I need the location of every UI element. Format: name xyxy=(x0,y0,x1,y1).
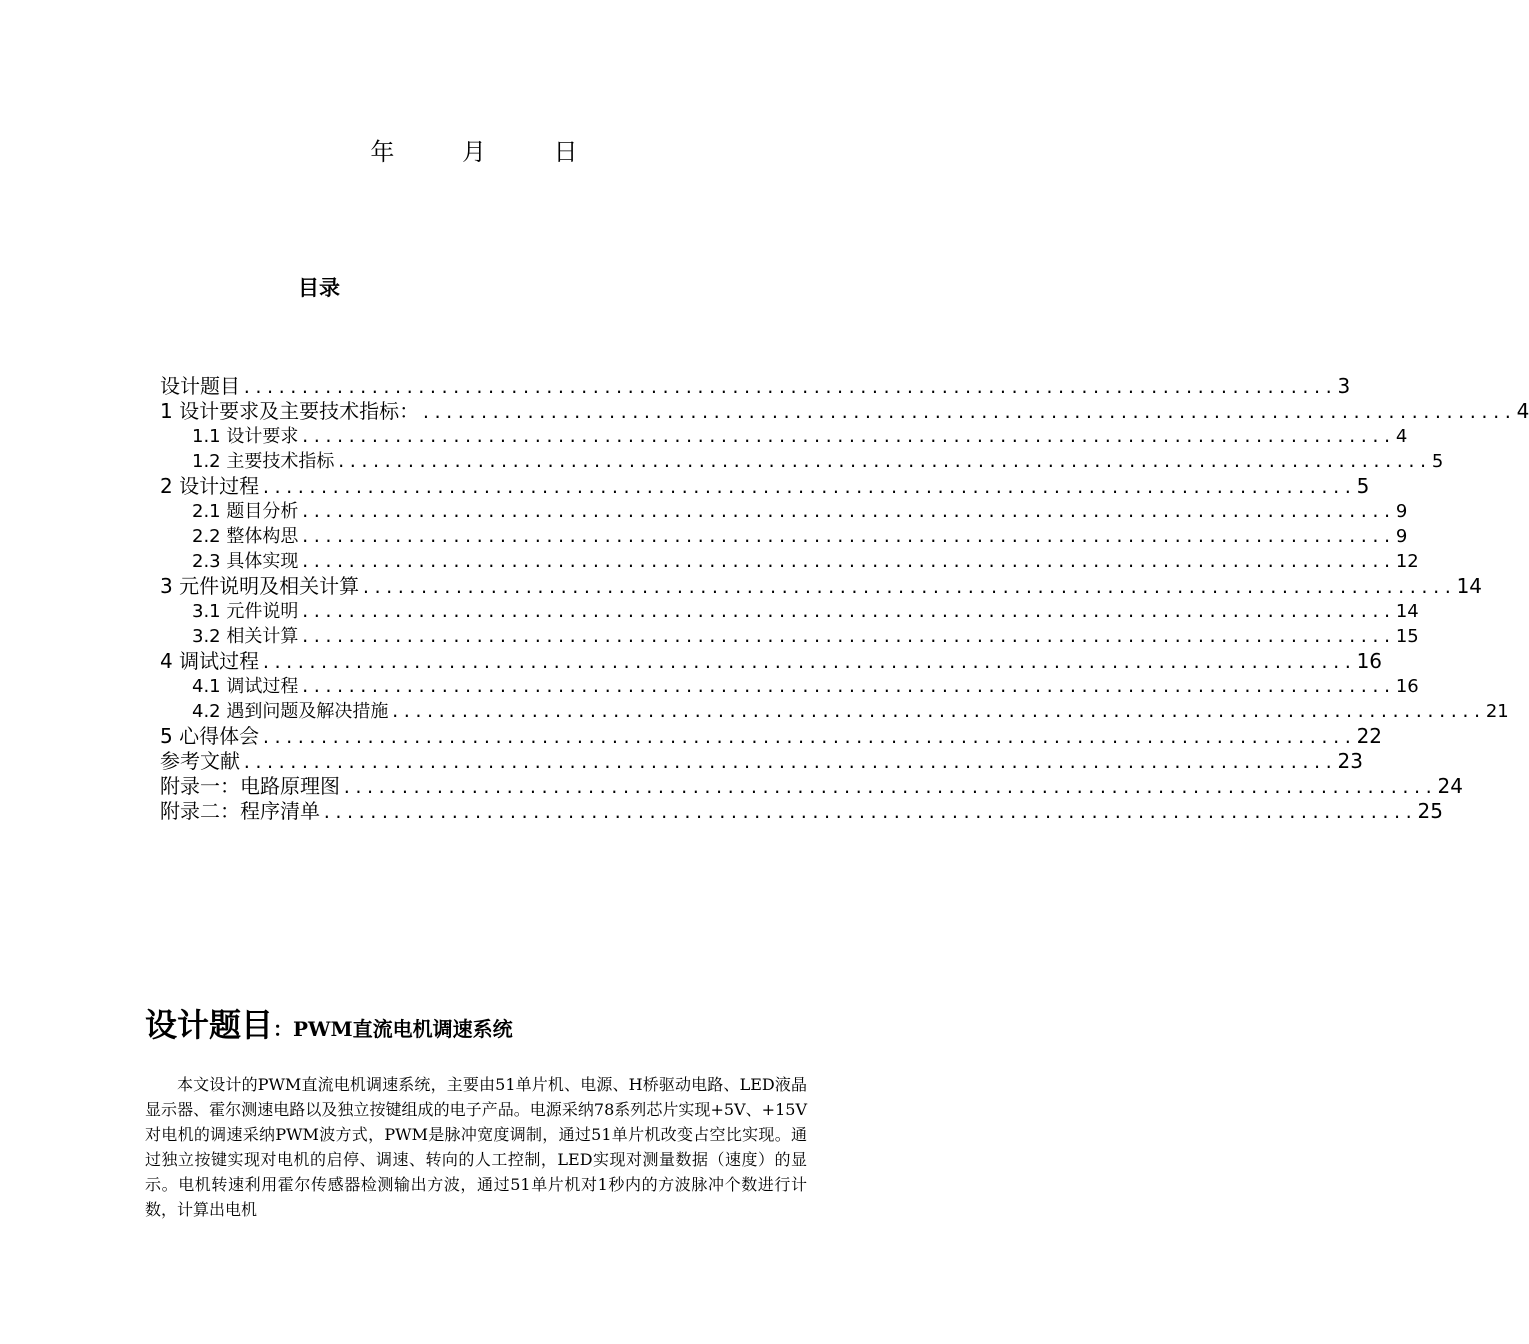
toc-item[interactable] xyxy=(160,774,1463,799)
toc-item-label: 3.2 相关计算 xyxy=(192,626,299,647)
toc-leader-dots: .............................................................................................. xyxy=(361,578,1455,597)
toc-item[interactable] xyxy=(160,499,1408,524)
toc-item-label: 3.1 元件说明 xyxy=(192,601,299,622)
table-of-contents xyxy=(160,374,1529,824)
toc-leader-dots: .............................................................................................. xyxy=(261,478,1355,497)
toc-item-label: 4.2 遇到问题及解决措施 xyxy=(192,701,389,722)
date-month: 月 xyxy=(462,138,488,166)
toc-item-page: 12 xyxy=(1395,551,1419,572)
toc-item-page: 3 xyxy=(1337,374,1351,398)
section-heading xyxy=(145,1000,513,1046)
toc-leader-dots: .............................................................................................. xyxy=(300,627,1394,646)
toc-item-label: 2.2 整体构思 xyxy=(192,526,299,547)
toc-leader-dots: .............................................................................................. xyxy=(261,728,1355,747)
toc-item-label: 参考文献 xyxy=(160,749,240,773)
toc-item-page: 16 xyxy=(1356,649,1383,673)
toc-item-page: 14 xyxy=(1395,601,1419,622)
toc-item-label: 附录一：电路原理图 xyxy=(160,774,340,798)
toc-item-label: 设计题目 xyxy=(160,374,240,398)
toc-item-page: 9 xyxy=(1395,501,1408,522)
section-heading-subtitle: ：PWM直流电机调速系统 xyxy=(273,1017,513,1041)
date-year: 年 xyxy=(370,138,397,166)
toc-item[interactable] xyxy=(160,724,1383,749)
toc-item-label: 2.1 题目分析 xyxy=(192,501,299,522)
toc-leader-dots: .............................................................................................. xyxy=(300,427,1394,446)
toc-item-label: 2 设计过程 xyxy=(160,474,260,498)
toc-leader-dots: .............................................................................................. xyxy=(421,403,1515,422)
toc-leader-dots: .............................................................................................. xyxy=(342,778,1436,797)
toc-item[interactable] xyxy=(160,524,1408,549)
toc-item[interactable] xyxy=(160,374,1351,399)
toc-leader-dots: .............................................................................................. xyxy=(300,527,1394,546)
toc-leader-dots: .............................................................................................. xyxy=(390,702,1484,721)
toc-item[interactable] xyxy=(160,574,1483,599)
toc-item-page: 5 xyxy=(1431,451,1444,472)
toc-item-page: 9 xyxy=(1395,526,1408,547)
toc-item[interactable] xyxy=(160,699,1509,724)
toc-leader-dots: .............................................................................................. xyxy=(242,753,1336,772)
toc-item-label: 3 元件说明及相关计算 xyxy=(160,574,360,598)
toc-leader-dots: .............................................................................................. xyxy=(300,502,1394,521)
toc-item-label: 附录二：程序清单 xyxy=(160,799,320,823)
toc-item-page: 24 xyxy=(1437,774,1463,798)
toc-item-page: 23 xyxy=(1337,749,1363,773)
toc-item-page: 22 xyxy=(1356,724,1383,748)
toc-item-page: 25 xyxy=(1417,799,1443,823)
toc-leader-dots: .............................................................................................. xyxy=(300,602,1394,621)
toc-item[interactable] xyxy=(160,799,1443,824)
toc-item-page: 4 xyxy=(1516,399,1529,423)
toc-leader-dots: .............................................................................................. xyxy=(300,552,1394,571)
toc-item[interactable] xyxy=(160,649,1383,674)
body-paragraph: 本文设计的PWM直流电机调速系统，主要由51单片机、电源、H桥驱动电路、LED液晶显示器、霍尔测速电路以及独立按键组成的电子产品。电源采纳78系列芯片实现+5V、+15V对电机的调速采纳PWM波方式，PWM是脉冲宽度调制，通过51单片机改变占空比实现。通过独立按键实现对电机的启停、调速、转向的人工控制，LED实现对测量数据（速度）的显示。电机转速利用霍尔传感器检测输出方波，通过51单片机对1秒内的方波脉冲个数进行计数，计算出电机 xyxy=(145,1075,807,1219)
toc-item-label: 1 设计要求及主要技术指标： xyxy=(160,399,420,423)
toc-item-label: 2.3 具体实现 xyxy=(192,551,299,572)
toc-item-label: 4.1 调试过程 xyxy=(192,676,299,697)
date-day: 日 xyxy=(553,138,580,166)
toc-item-label: 1.1 设计要求 xyxy=(192,426,299,447)
toc-item[interactable] xyxy=(160,399,1529,424)
toc-leader-dots: .............................................................................................. xyxy=(336,452,1430,471)
toc-item-label: 5 心得体会 xyxy=(160,724,260,748)
toc-item-page: 16 xyxy=(1395,676,1419,697)
toc-leader-dots: .............................................................................................. xyxy=(300,677,1394,696)
toc-item-page: 15 xyxy=(1395,626,1419,647)
toc-item-page: 14 xyxy=(1456,574,1483,598)
toc-title: 目录 xyxy=(298,276,340,300)
toc-item[interactable] xyxy=(160,549,1419,574)
toc-leader-dots: .............................................................................................. xyxy=(242,378,1336,397)
toc-item[interactable] xyxy=(160,674,1419,699)
toc-item-label: 1.2 主要技术指标 xyxy=(192,451,335,472)
section-heading-main: 设计题目 xyxy=(145,1006,274,1044)
toc-item[interactable] xyxy=(160,424,1408,449)
toc-item[interactable] xyxy=(160,749,1363,774)
toc-item-label: 4 调试过程 xyxy=(160,649,260,673)
toc-item-page: 21 xyxy=(1485,701,1509,722)
toc-leader-dots: .............................................................................................. xyxy=(322,803,1416,822)
date-line xyxy=(0,132,950,167)
toc-item[interactable] xyxy=(160,624,1419,649)
toc-item-page: 4 xyxy=(1395,426,1408,447)
toc-item-page: 5 xyxy=(1356,474,1370,498)
toc-item[interactable] xyxy=(160,474,1370,499)
toc-item[interactable] xyxy=(160,599,1419,624)
toc-item[interactable] xyxy=(160,449,1444,474)
toc-leader-dots: .............................................................................................. xyxy=(261,653,1355,672)
